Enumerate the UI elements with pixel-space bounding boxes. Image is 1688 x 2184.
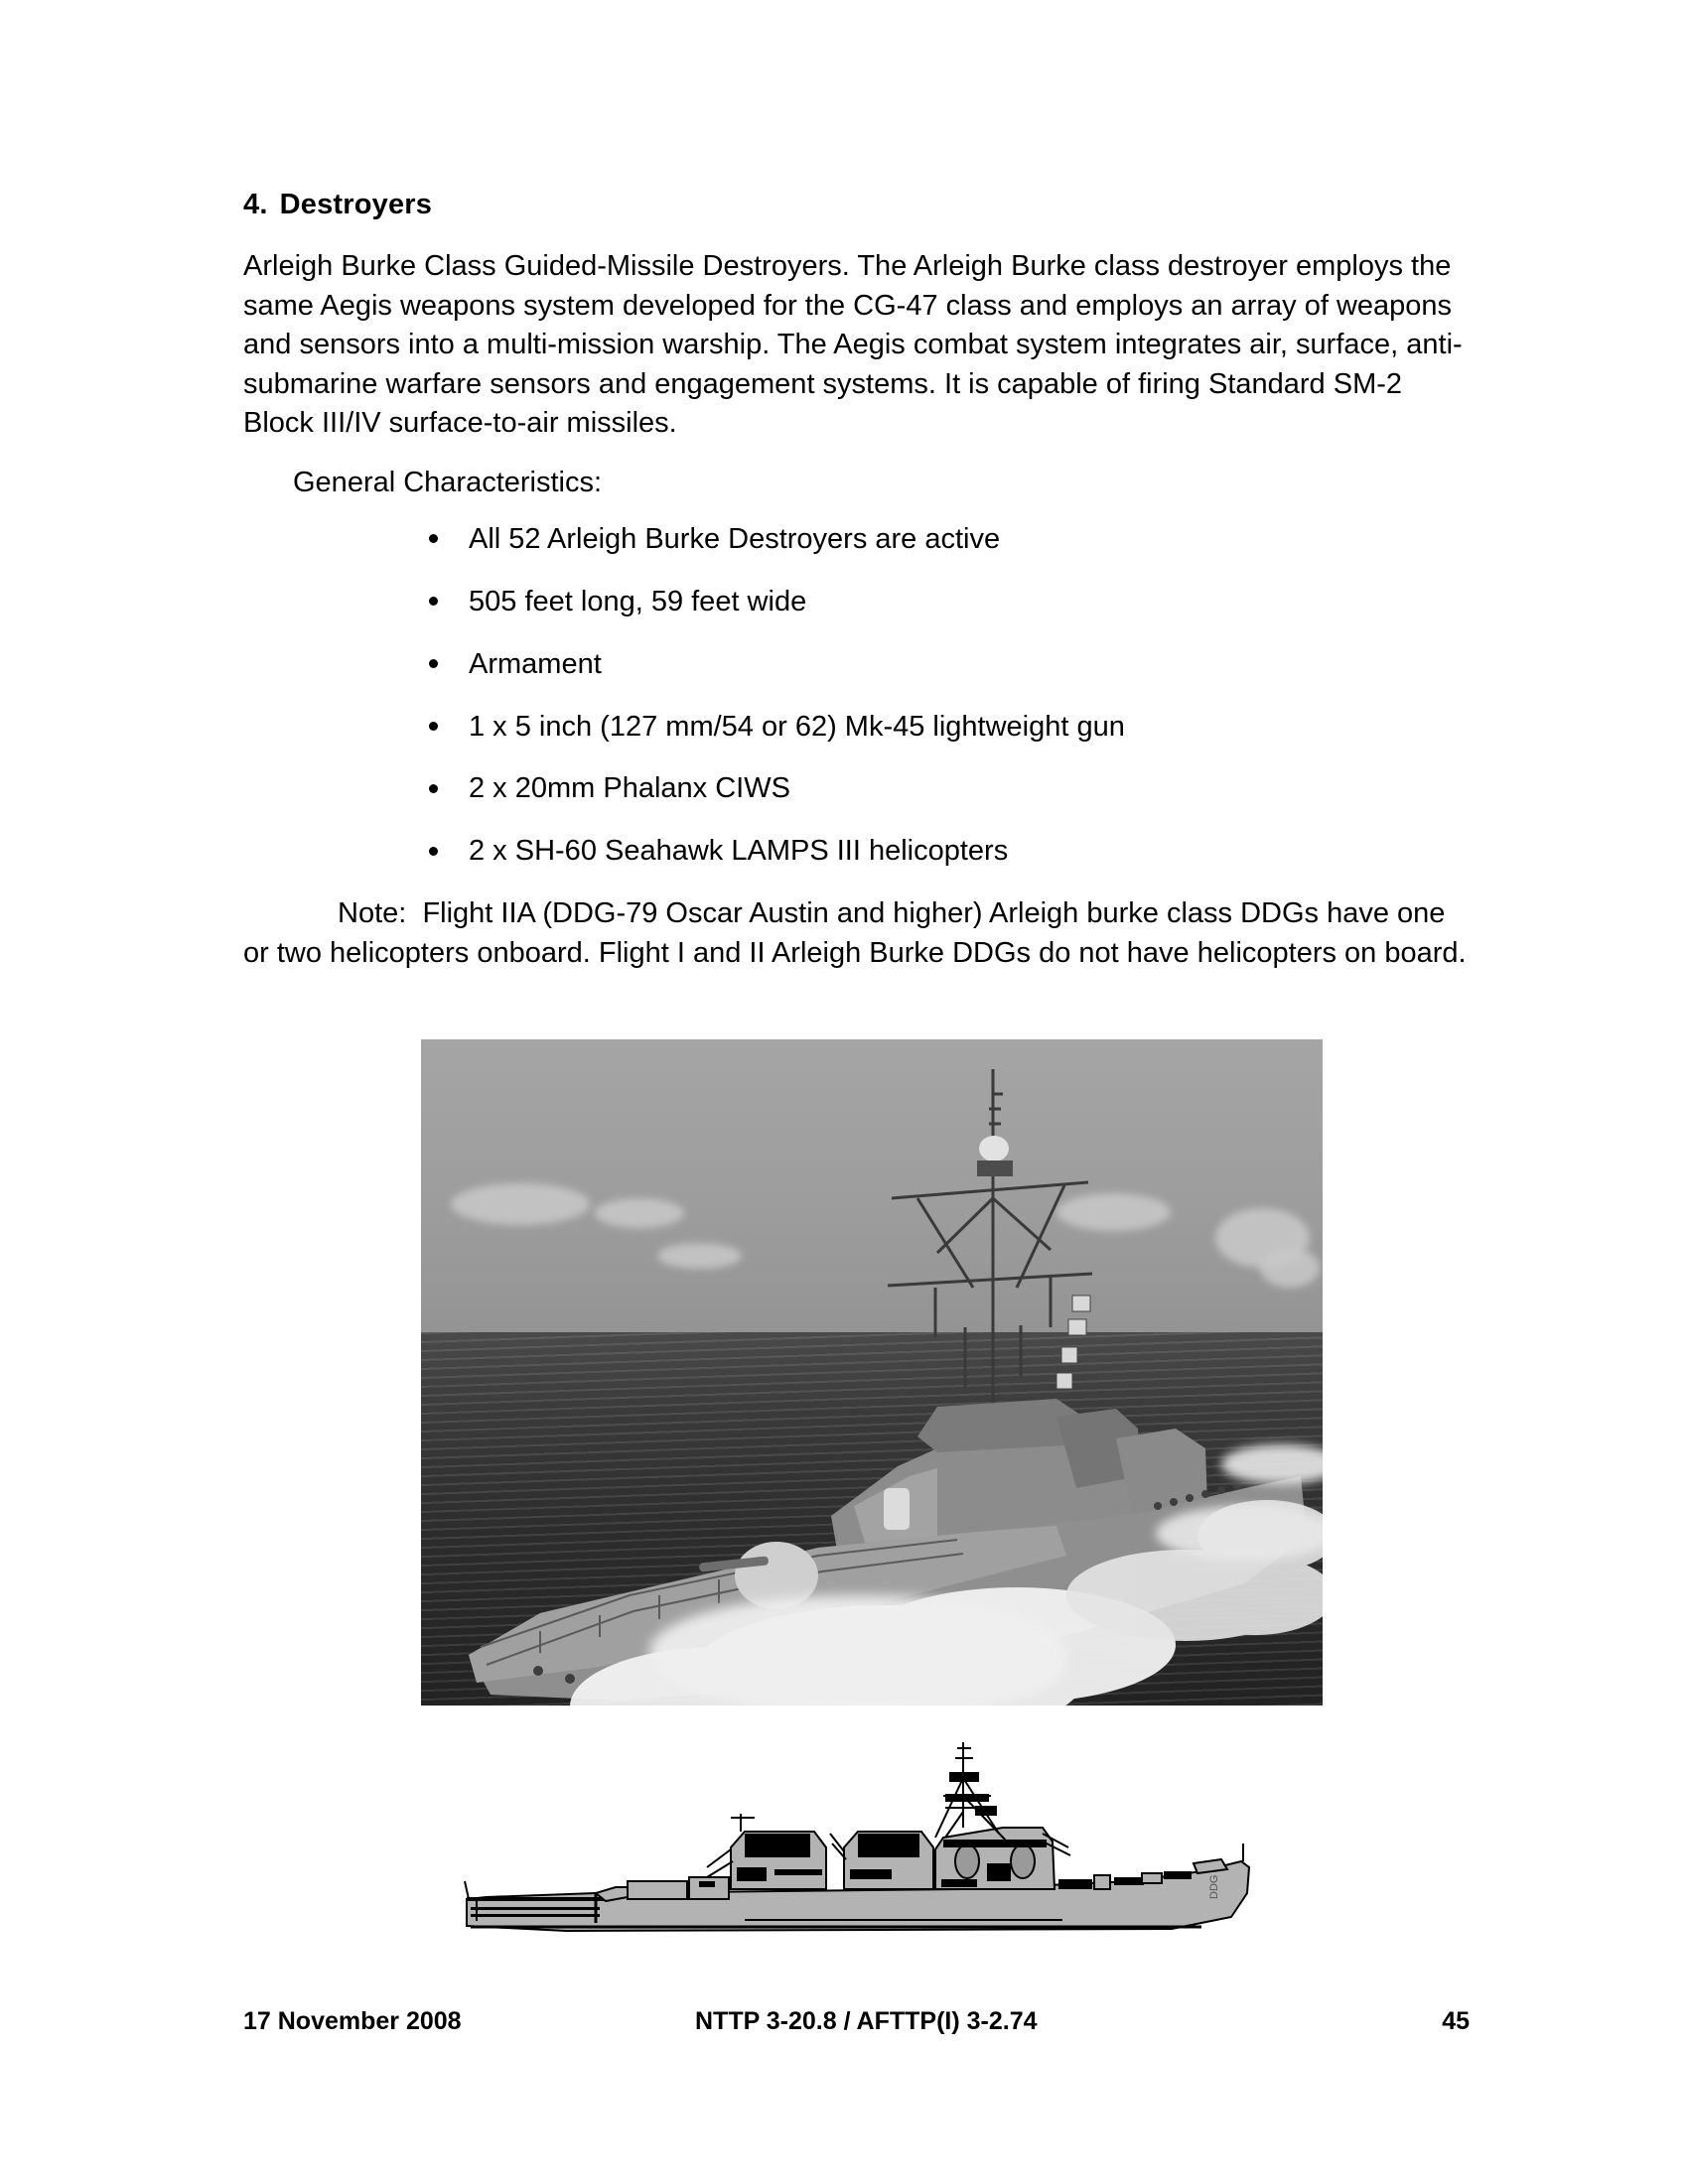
note-label: Note: xyxy=(338,897,407,930)
list-item xyxy=(429,832,1470,871)
note-text: Flight IIA (DDG-79 Oscar Austin and higher) Arleigh burke class DDGs have one or two helicopters onboard. Flight I and II Arleigh Burke DDGs do not have helicopters on board. xyxy=(243,897,1467,969)
list-item-label: 2 x SH-60 Seahawk LAMPS III helicopters xyxy=(469,835,1009,868)
page-content xyxy=(243,189,1470,973)
bullet-icon xyxy=(429,597,438,606)
list-item xyxy=(429,769,1470,808)
list-item-label: 2 x 20mm Phalanx CIWS xyxy=(469,772,790,805)
page-title xyxy=(243,189,1470,221)
list-item xyxy=(429,645,1470,684)
bullet-icon xyxy=(429,722,438,731)
profile-drawing-svg xyxy=(447,1722,1301,1956)
note-paragraph xyxy=(243,894,1470,973)
section-title: Destroyers xyxy=(279,189,433,220)
list-item-label: 1 x 5 inch (127 mm/54 or 62) Mk-45 lightweight gun xyxy=(469,710,1125,743)
list-item xyxy=(429,708,1470,747)
section-number: 4. xyxy=(243,189,268,220)
footer-page-number: 45 xyxy=(1442,2007,1470,2035)
intro-paragraph: Arleigh Burke Class Guided-Missile Destroyers. The Arleigh Burke class destroyer employs the same Aegis weapons system developed for the CG-47 class and employs an array of weapons and sensors into a multi-mission warship. The Aegis combat system integrates air, surface, anti-submarine warfare sensors and engagement systems. It is capable of firing Standard SM-2 Block III/IV surface-to-air missiles. xyxy=(243,250,1463,440)
list-item-label: All 52 Arleigh Burke Destroyers are active xyxy=(469,522,1001,555)
bullet-icon xyxy=(429,784,438,793)
svg-text:DDG: DDG xyxy=(1208,1874,1220,1899)
wake-highlight xyxy=(1156,1506,1323,1561)
list-item-label: 505 feet long, 59 feet wide xyxy=(469,585,807,617)
characteristics-list xyxy=(243,520,1470,871)
list-item-label: Armament xyxy=(469,647,602,680)
footer-publication: NTTP 3-20.8 / AFTTP(I) 3-2.74 xyxy=(695,2007,1038,2035)
destroyer-profile-drawing xyxy=(447,1722,1301,1956)
general-characteristics-subheading: General Characteristics: xyxy=(293,466,603,498)
list-item xyxy=(429,583,1470,621)
bow-spray xyxy=(649,1595,1066,1706)
list-item xyxy=(429,520,1470,559)
bullet-icon xyxy=(429,659,438,668)
destroyer-photograph xyxy=(421,1039,1323,1706)
bullet-icon xyxy=(429,847,438,856)
footer-date: 17 November 2008 xyxy=(243,2007,462,2035)
bullet-icon xyxy=(429,534,438,543)
